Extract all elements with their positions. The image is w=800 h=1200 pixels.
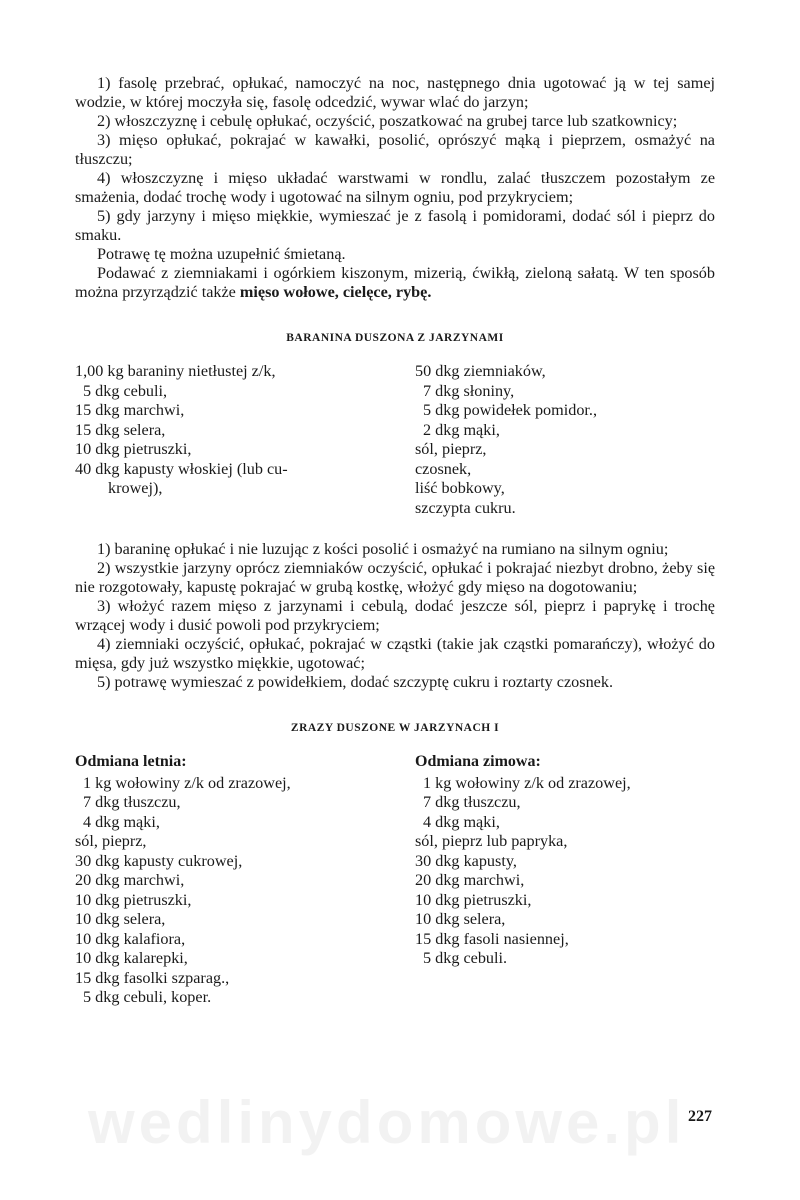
step: 5) potrawę wymieszać z powidełkiem, dodać szczyptę cukru i roztarty czosnek.: [97, 673, 613, 691]
ingredient: 4 dkg mąki,: [83, 812, 160, 831]
ingredient: 5 dkg cebuli.: [423, 949, 508, 967]
ingredient: 30 dkg kapusty cukrowej,: [75, 851, 243, 870]
page-content: [75, 74, 715, 1008]
ingredient: krowej),: [108, 479, 163, 497]
intro-serve-bold: mięso wołowe, cielęce, rybę.: [239, 283, 432, 301]
ingredients: [75, 362, 715, 518]
ingredient: 1,00 kg baraniny nietłustej z/k,: [75, 362, 276, 380]
ingredient: liść bobkowy,: [415, 479, 505, 497]
recipe-baranina: [75, 332, 715, 692]
recipe-zrazy: [75, 722, 715, 1008]
ingredient: 7 dkg słoniny,: [423, 381, 515, 400]
step: 2) wszystkie jarzyny oprócz ziemniaków oczyścić, opłukać i pokrajać niezbyt drobno, żeby się nie rozgotowały, kapustę pokrajać w grubą kostkę, włożyć gdy mięso na dogotowaniu;: [75, 559, 715, 596]
ingredient: 50 dkg ziemniaków,: [415, 362, 546, 380]
recipe-title: BARANINA DUSZONA Z JARZYNAMI: [286, 332, 504, 344]
ingredient: 15 dkg marchwi,: [75, 401, 185, 419]
ingredients-right: [415, 362, 715, 518]
step: 4) ziemniaki oczyścić, opłukać, pokrajać w cząstki (takie jak cząstki pomarańczy), włożyć do mięsa, gdy już wszystko miękkie, ugotować;: [75, 635, 715, 672]
variant-heading: Odmiana letnia:: [75, 753, 187, 770]
ingredient: 15 dkg fasoli nasiennej,: [415, 929, 569, 948]
page-number: 227: [688, 1108, 712, 1125]
ingredient: 2 dkg mąki,: [423, 420, 500, 439]
intro-step: 2) włoszczyznę i cebulę opłukać, oczyścić, poszatkować na grubej tarce lub szatkownicy;: [97, 112, 678, 130]
ingredient: 5 dkg cebuli, koper.: [83, 988, 212, 1006]
ingredient: szczypta cukru.: [415, 498, 516, 517]
variant-heading: Odmiana zimowa:: [415, 753, 541, 770]
intro-note: Potrawę tę można uzupełnić śmietaną.: [97, 245, 346, 263]
intro-serve: [75, 264, 715, 302]
ingredient: 20 dkg marchwi,: [415, 871, 525, 889]
ingredient: 20 dkg marchwi,: [75, 871, 185, 889]
ingredient: 10 dkg selera,: [75, 910, 166, 928]
ingredient: 10 dkg kalafiora,: [75, 929, 186, 948]
intro-step: 3) mięso opłukać, pokrajać w kawałki, posolić, oprószyć mąką i pieprzem, osmażyć na tłuszczu;: [75, 131, 715, 168]
recipe-title: ZRAZY DUSZONE W JARZYNACH I: [290, 722, 500, 734]
ingredients-left: [75, 362, 415, 518]
intro-step: 5) gdy jarzyny i mięso miękkie, wymieszać je z fasolą i pomidorami, dodać sól i pieprz do smaku.: [75, 207, 715, 244]
ingredient: 1 kg wołowiny z/k od zrazowej,: [423, 773, 631, 792]
ingredient: 1 kg wołowiny z/k od zrazowej,: [83, 773, 291, 792]
ingredient: 10 dkg selera,: [415, 910, 506, 928]
ingredient: sól, pieprz lub papryka,: [415, 832, 568, 850]
ingredient: sól, pieprz,: [75, 832, 147, 850]
ingredient: sól, pieprz,: [415, 440, 487, 458]
ingredients: [75, 752, 715, 1008]
intro-steps: [75, 74, 715, 302]
intro-step: 1) fasolę przebrać, opłukać, namoczyć na noc, następnego dnia ugotować ją w tej samej wodzie, w której moczyła się, fasolę odcedzić, wywar wlać do jarzyn;: [75, 74, 715, 111]
ingredient: 10 dkg pietruszki,: [75, 440, 192, 458]
intro-serve-text: Podawać z ziemniakami i ogórkiem kiszonym, mizerią, ćwikłą, zieloną sałatą. W ten sposób można przyrządzić także: [75, 264, 715, 301]
step: 3) włożyć razem mięso z jarzynami i cebulą, dodać jeszcze sól, pieprz i paprykę i trochę wrzącej wody i dusić powoli pod przykryciem;: [75, 597, 715, 634]
ingredients-summer: [75, 752, 415, 1008]
ingredient: 30 dkg kapusty,: [415, 851, 517, 870]
ingredient: 15 dkg selera,: [75, 420, 166, 439]
ingredient: 4 dkg mąki,: [423, 812, 500, 831]
ingredient: 10 dkg pietruszki,: [75, 890, 192, 909]
recipe-steps: [75, 540, 715, 692]
ingredient: 7 dkg tłuszczu,: [423, 793, 521, 811]
ingredient: czosnek,: [415, 459, 472, 478]
ingredients-winter: [415, 752, 715, 1008]
ingredient: 5 dkg cebuli,: [83, 381, 168, 400]
ingredient: 15 dkg fasolki szparag.,: [75, 968, 230, 987]
watermark: wedlinydomowe.pl: [88, 1089, 686, 1156]
intro-step: 4) włoszczyznę i mięso układać warstwami w rondlu, zalać tłuszczem pozostałym ze smażenia, dodać trochę wody i ugotować na silnym ogniu, pod przykryciem;: [75, 169, 715, 206]
ingredient: 40 dkg kapusty włoskiej (lub cu-: [75, 459, 288, 478]
step: 1) baraninę opłukać i nie luzując z kości posolić i osmażyć na rumiano na silnym ogniu;: [97, 540, 669, 558]
ingredient: 10 dkg kalarepki,: [75, 949, 188, 967]
ingredient: 10 dkg pietruszki,: [415, 890, 532, 909]
ingredient: 7 dkg tłuszczu,: [83, 793, 181, 811]
ingredient: 5 dkg powidełek pomidor.,: [423, 401, 597, 419]
